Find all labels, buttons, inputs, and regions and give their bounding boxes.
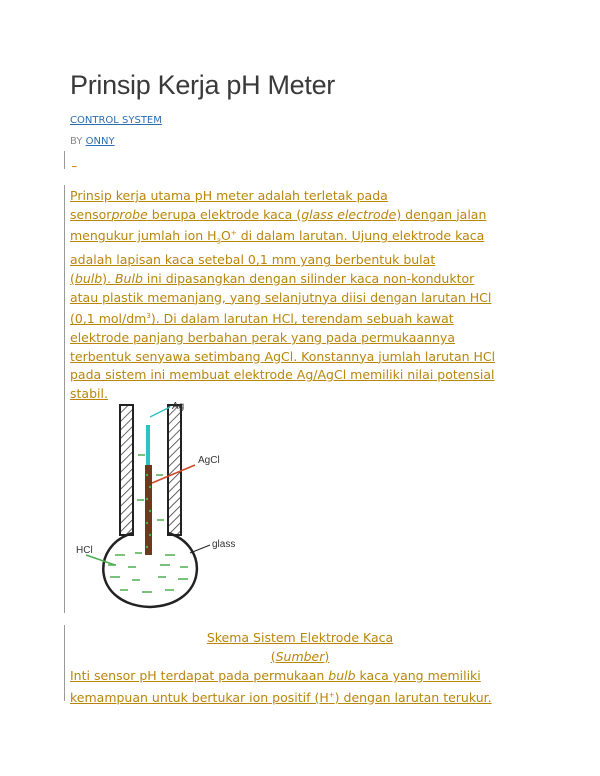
leader-glass	[190, 545, 210, 553]
glass-electrode-diagram	[70, 395, 260, 615]
category-link[interactable]: CONTROL SYSTEM	[70, 115, 162, 126]
byline-prefix: BY	[70, 136, 83, 147]
label-agcl: AgCl	[198, 455, 220, 466]
source-open: (	[270, 648, 276, 664]
caption-text[interactable]: Skema Sistem Elektrode Kaca	[206, 630, 394, 645]
source-link[interactable]: Sumber	[275, 648, 325, 664]
text-line: mengukur jumlah ion $H_3O^+$ di dalam larutan. Ujung elektrode kaca	[70, 228, 485, 246]
paragraph-2[interactable]	[70, 667, 530, 707]
figure-caption	[70, 629, 530, 666]
divider-bar	[64, 151, 65, 169]
leader-hcl	[86, 555, 115, 565]
anchor-link[interactable]: ​_	[72, 158, 77, 168]
byline	[70, 136, 115, 147]
label-hcl: HCl	[76, 545, 93, 556]
tube-wall-right	[168, 405, 181, 535]
silver-wire	[146, 425, 150, 465]
text-line: pada sistem ini membuat elektrode Ag/AgCl memiliki nilai potensial	[70, 367, 495, 383]
quote-bar-2	[64, 625, 65, 701]
quote-bar	[64, 185, 65, 613]
page-title: Prinsip Kerja pH Meter	[70, 70, 335, 100]
text-line: Inti sensor pH terdapat pada permukaan bulb kaca yang memiliki	[70, 668, 481, 683]
label-glass: glass	[212, 539, 236, 550]
source-close: )	[324, 648, 330, 664]
text-line: Prinsip kerja utama pH meter adalah terletak pada	[70, 188, 388, 203]
text-line: (bulb). Bulb ini dipasangkan dengan silinder kaca non-konduktor	[70, 271, 475, 287]
text-line: atau plastik memanjang, yang selanjutnya diisi dengan larutan HCl	[70, 289, 492, 305]
text-line: terbentuk senyawa setimbang AgCl. Konstannya jumlah larutan HCl	[70, 348, 496, 364]
author-link[interactable]: ONNY	[85, 136, 115, 147]
text-line: stabil.	[70, 385, 108, 401]
text-line: sensorprobe berupa elektrode kaca (glass electrode) dengan jalan	[70, 206, 487, 222]
paragraph-1[interactable]	[70, 187, 530, 403]
text-line: (0,1 mol/$dm^3$). Di dalam larutan HCl, terendam sebuah kawat	[70, 311, 454, 327]
text-line: elektrode panjang berbahan perak yang pada permukaannya	[70, 329, 455, 345]
label-ag: Ag	[172, 401, 185, 412]
tube-wall-left	[120, 405, 133, 535]
text-line: kemampuan untuk bertukar ion positif (H+) dengan larutan terukur.	[70, 689, 492, 705]
agcl-coated-wire	[145, 465, 152, 555]
text-line: adalah lapisan kaca setebal 0,1 mm yang berbentuk bulat	[70, 252, 436, 268]
